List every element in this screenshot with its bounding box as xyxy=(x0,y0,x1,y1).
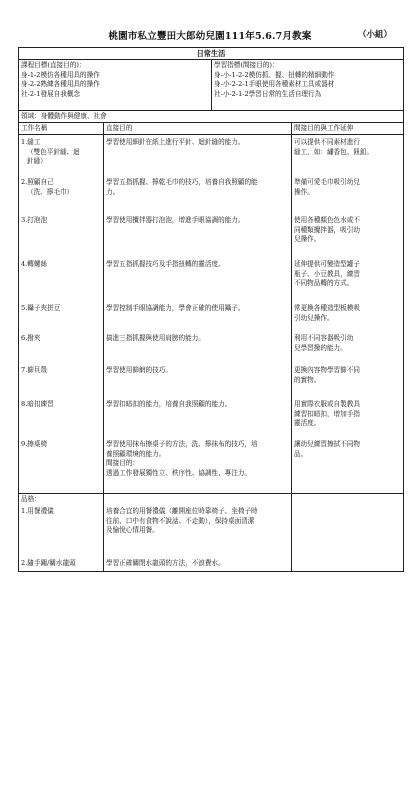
activity-direct-line: 學習使用篩網的技巧。 xyxy=(106,366,172,374)
activity-direct-line: 學習使用細針在紙上進行平針、迴針縫的能力。 xyxy=(106,138,245,146)
activity-indirect-line: 練習扣暗扣，增加手指 xyxy=(294,409,360,418)
activity-direct-line: 間接目的： xyxy=(106,459,139,468)
character-direct-line: 往前、口中有食物不說話、不走動），保持桌面清潔 xyxy=(106,516,255,525)
domain-text: 領域：身體動作與健康、社會 xyxy=(21,112,107,120)
character-direct-line: 及愉悅心情用餐。 xyxy=(106,526,159,535)
header-direct: 直接目的 xyxy=(103,123,291,134)
lesson-plan-table xyxy=(18,47,404,572)
learning-indicators xyxy=(211,60,403,110)
character-item-name: 1.用餐禮儀 xyxy=(21,507,54,515)
activity-name-line: 6.撥夾 xyxy=(21,334,41,342)
character-direct-line: 培養合宜的用餐禮儀（離開座位時靠椅子、坐椅子時 xyxy=(106,507,258,515)
group-label: （小組） xyxy=(357,30,392,40)
section-title: 日常生活 xyxy=(196,48,226,58)
course-goal: 身-1-2模仿各種用具的操作 xyxy=(21,70,100,79)
activity-direct-line: 學習五指抓握、擰乾毛巾的技巧，培養自我照顧的能 xyxy=(106,178,258,186)
activity-indirect-line: 的實物。 xyxy=(294,375,321,384)
activity-name-line: （洗、擰毛巾） xyxy=(27,187,74,196)
character-item-name: 2.隨手關/關水龍頭 xyxy=(21,559,76,567)
header-name: 工作名稱 xyxy=(21,124,48,132)
activity-9-direct xyxy=(104,439,260,797)
activity-indirect-line: 品。 xyxy=(294,449,308,458)
goals-row xyxy=(19,60,403,111)
activity-indirect-line: 常更換各種造型板模吸 xyxy=(294,304,360,312)
activity-direct-line: 透過工作發展獨性立、秩序性、協調性、專注力。 xyxy=(106,468,252,477)
activity-indirect-line: 兒學習撥的能力。 xyxy=(294,343,347,352)
activity-name-line: 9.擦桌椅 xyxy=(21,440,48,448)
activity-indirect-line: 引幼兒操作。 xyxy=(294,313,334,322)
course-goals xyxy=(19,60,211,110)
activity-9-name xyxy=(19,439,49,797)
activity-indirect-line: 兒操作。 xyxy=(294,235,321,244)
course-goal: 社-2-1發展自我概念 xyxy=(21,89,81,98)
activity-direct-line: 搞進三指抓握與使用肩膀的能力。 xyxy=(106,334,205,342)
activity-name-line: 3.打泡泡 xyxy=(21,216,48,224)
activity-name-line: 2.照顧自己 xyxy=(21,178,54,186)
activity-indirect-line: 利用不同容器吸引幼 xyxy=(294,334,354,342)
activity-indirect-line: 瓶子、小豆教具，練習 xyxy=(294,269,360,278)
activity-name-line: 8.暗扣練習 xyxy=(21,400,54,408)
activity-indirect-line: 同種類攪拌器，吸引幼 xyxy=(294,225,360,234)
character-direct-line: 學習正確關閉水龍頭的方法，不浪費水。 xyxy=(106,559,225,567)
activity-name-line: 7.篩貝殼 xyxy=(21,366,48,374)
activity-name-line: （雙色平針縫、迴 xyxy=(27,147,80,156)
activity-indirect-line: 縫工，如：繡香包、鈕釦。 xyxy=(294,147,374,156)
activity-direct-line: 學習使用攪拌器打泡泡，增進手眼協調的能力。 xyxy=(106,216,245,224)
activity-direct-line: 學習五指抓握技巧及手指扭轉的靈活度。 xyxy=(106,260,225,268)
activity-name-line: 1.縫工 xyxy=(21,138,41,146)
activity-indirect-line: 可以提供不同素材進行 xyxy=(294,138,360,146)
course-goals-label: 課程目標(直接目的)： xyxy=(21,61,86,69)
learning-indicators-label: 學習指標(間接目的)： xyxy=(214,61,279,69)
activity-name-line: 5.鑷子夾拼豆 xyxy=(21,304,61,312)
activity-indirect-line: 使用各種顏色色水或不 xyxy=(294,216,360,224)
activity-direct-line: 學習使用抹布擦桌子的方法，洗、擰抹布的技巧，培 xyxy=(106,440,258,448)
learning-indicator: 身-小-1-2-2模仿抓、握、扭轉的精細動作 xyxy=(214,70,335,79)
activity-indirect-line: 讓幼兒練習擦拭不同物 xyxy=(294,440,360,448)
activity-direct-line: 學習控制手眼協調能力，學會正確的使用鑷子。 xyxy=(106,304,245,312)
activity-indirect-line: 不同物品轉的方式。 xyxy=(294,279,354,288)
activities-block xyxy=(19,135,403,494)
course-goal: 身-2-2熟練各種用具的操作 xyxy=(21,80,100,89)
character-row xyxy=(19,494,403,571)
activity-direct-line: 養照顧環境的能力。 xyxy=(106,449,166,458)
table-header-row xyxy=(19,123,403,135)
activity-indirect-line: 操作。 xyxy=(294,187,314,196)
activity-indirect-line: 準備可愛毛巾吸引幼兒 xyxy=(294,178,360,186)
section-title-row xyxy=(19,48,403,60)
page-title: 桃園市私立豐田大郎幼兒園111年5.6.7月教案 xyxy=(108,31,312,42)
learning-indicator: 社-小-2-1-2學習日常的生活自理行為 xyxy=(214,89,322,98)
activity-indirect-line: 用實際衣服或自製教具 xyxy=(294,400,360,408)
character-label: 品格： xyxy=(21,495,41,503)
learning-indicator: 身-小-2-2-1手眼使用各種素材工具或器材 xyxy=(214,80,335,89)
domain-row xyxy=(19,111,403,123)
activity-indirect-line: 靈活度。 xyxy=(294,419,321,428)
activity-direct-line: 力。 xyxy=(106,187,120,196)
activity-name-line: 4.轉螺絲 xyxy=(21,260,48,268)
activity-9-indirect xyxy=(292,439,362,797)
activity-indirect-line: 更換內容物學習篩不同 xyxy=(294,366,360,374)
activity-name-line: 針縫） xyxy=(27,157,47,166)
activity-direct-line: 學習扣暗扣的能力，培養自我照顧的能力。 xyxy=(106,400,232,408)
header-indirect: 間接目的與工作延伸 xyxy=(291,123,403,134)
activity-indirect-line: 延伸提供可變造型罐子 xyxy=(294,260,360,268)
